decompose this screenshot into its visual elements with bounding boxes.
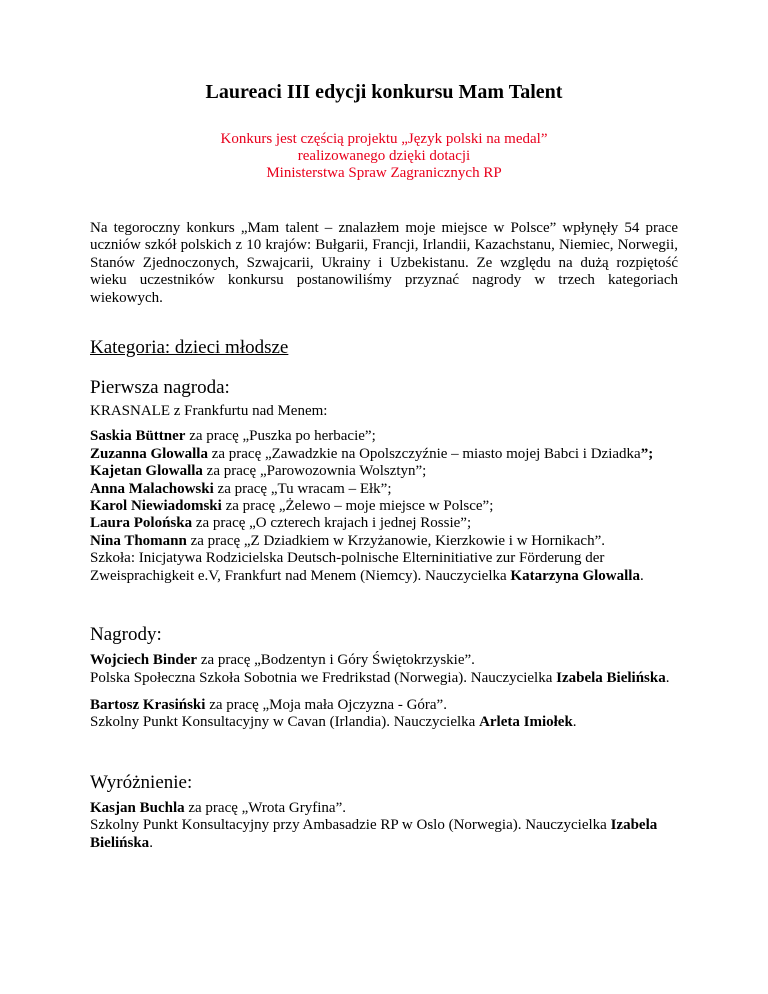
school-info xyxy=(90,550,678,585)
teacher-name: Izabela Bielińska xyxy=(90,817,658,851)
work-title: za pracę „Z Dziadkiem w Krzyżanowie, Kierzkowie i w Hornikach”. xyxy=(186,532,605,549)
winner-name: Anna Malachowski xyxy=(90,480,214,497)
page-title: Laureaci III edycji konkursu Mam Talent xyxy=(205,81,563,103)
list-item xyxy=(90,463,678,480)
list-item xyxy=(90,481,678,498)
winner-name: Kasjan Buchla xyxy=(90,799,185,816)
punctuation: . xyxy=(149,834,153,851)
work-title-end: ”; xyxy=(640,445,654,462)
distinction-entry xyxy=(90,800,678,852)
school-name: Szkoła: Inicjatywa Rodzicielska Deutsch-polnische Elterninitiative zur Förderung der Zweisprachigkeit e.V, Frankfurt nad Menem (Niemcy). Nauczycielka xyxy=(90,550,605,584)
winner-name: Zuzanna Glowalla xyxy=(90,445,208,462)
work-title: za pracę „Żelewo – moje miejsce w Polsce”; xyxy=(221,498,494,515)
teacher-name: Arleta Imiołek xyxy=(479,714,573,731)
project-note xyxy=(90,131,678,182)
work-title: za pracę „Puszka po herbacie”; xyxy=(185,428,376,445)
school-info xyxy=(90,670,678,687)
project-line: Ministerstwa Spraw Zagranicznych RP xyxy=(266,165,502,181)
work-title: za pracę „Moja mała Ojczyzna - Góra”. xyxy=(205,696,447,713)
work-title: za pracę „Bodzentyn i Góry Świętokrzyskie”. xyxy=(197,652,475,669)
school-info xyxy=(90,714,678,731)
winner-name: Wojciech Binder xyxy=(90,652,198,669)
punctuation: . xyxy=(572,714,577,731)
work-title: za pracę „Parowozownia Wolsztyn”; xyxy=(202,463,427,480)
teacher-name: Katarzyna Glowalla xyxy=(510,567,640,584)
intro-paragraph: Na tegoroczny konkurs „Mam talent – znalazłem moje miejsce w Polsce” wpłynęły 54 prace uczniów szkół polskich z 10 krajów: Bułgarii, Francji, Irlandii, Kazachstanu, Niemiec, Norwegii, Stanów Zjednoczonych, Szwajcarii, Ukrainy i Uzbekistanu. Ze względu na dużą rozpiętość wieku uczestników konkursu postanowiliśmy przyznać nagrody w trzech kategoriach wiekowych. xyxy=(90,220,678,306)
work-title: za pracę „Zawadzkie na Opolszczyźnie – miasto mojej Babci i Dziadka xyxy=(207,445,641,462)
winner-name: Nina Thomann xyxy=(90,532,187,549)
school-name: Polska Społeczna Szkoła Sobotnia we Fredrikstad (Norwegia). Nauczycielka xyxy=(90,669,557,686)
list-item xyxy=(90,498,678,515)
winner-name: Saskia Büttner xyxy=(90,428,186,445)
winner-name: Laura Polońska xyxy=(90,515,193,532)
distinction-heading: Wyróżnienie: xyxy=(90,771,193,793)
list-item xyxy=(90,697,678,714)
list-item xyxy=(90,533,678,550)
school-info xyxy=(90,817,678,852)
document-page xyxy=(90,80,678,852)
winner-name: Kajetan Glowalla xyxy=(90,463,203,480)
first-prize-list xyxy=(90,428,678,585)
work-title: za pracę „Wrota Gryfina”. xyxy=(184,799,346,816)
project-line: realizowanego dzięki dotacji xyxy=(297,148,471,164)
prize-entry xyxy=(90,697,678,732)
work-title: za pracę „O czterech krajach i jednej Rossie”; xyxy=(192,515,472,532)
winner-name: Karol Niewiadomski xyxy=(90,498,222,515)
first-prize-heading: Pierwsza nagroda: xyxy=(90,377,230,399)
prize-entry xyxy=(90,652,678,687)
category-heading: Kategoria: dzieci młodsze xyxy=(90,337,289,359)
list-item xyxy=(90,800,678,817)
list-item xyxy=(90,428,678,445)
teacher-name: Izabela Bielińska xyxy=(556,669,666,686)
winner-name: Bartosz Krasiński xyxy=(90,696,206,713)
group-name: KRASNALE z Frankfurtu nad Menem: xyxy=(90,403,328,420)
project-line: Konkurs jest częścią projektu „Język polski na medal” xyxy=(220,131,548,147)
school-name: Szkolny Punkt Konsultacyjny przy Ambasadzie RP w Oslo (Norwegia). Nauczycielka xyxy=(90,817,611,834)
list-item xyxy=(90,515,678,532)
list-item xyxy=(90,446,678,463)
list-item xyxy=(90,652,678,669)
school-name: Szkolny Punkt Konsultacyjny w Cavan (Irlandia). Nauczycielka xyxy=(90,714,480,731)
work-title: za pracę „Tu wracam – Ełk”; xyxy=(213,480,392,497)
punctuation: . xyxy=(639,567,644,584)
prizes-heading: Nagrody: xyxy=(90,624,162,646)
punctuation: . xyxy=(665,669,670,686)
